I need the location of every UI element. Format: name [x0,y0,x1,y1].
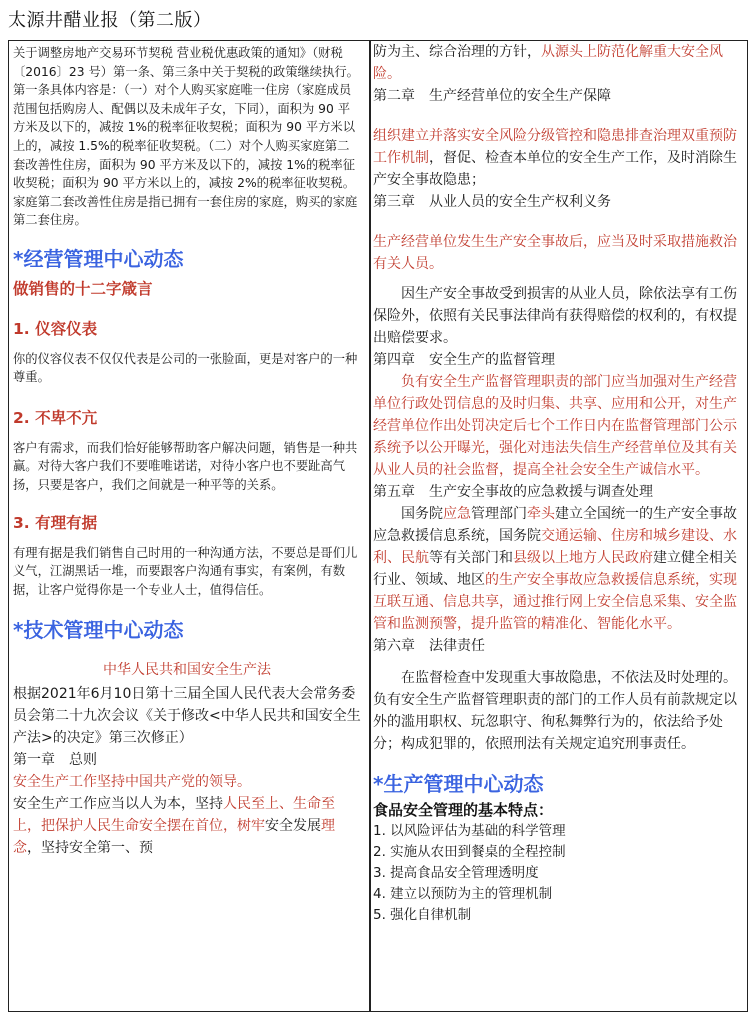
chapter6-paragraph: 在监督检查中发现重大事故隐患，不依法及时处理的。负有安全生产监督管理职责的部门的工作人员有前款规定以外的滥用职权、玩忽职守、徇私舞弊行为的，依法给予处分；构成犯罪的，依照刑法有关规定追究刑事责任。 [373,670,737,752]
masthead [0,0,754,40]
left-column [13,41,361,859]
chapter-heading: 第一章 总则 [13,752,97,769]
safety-principle-paragraph: 安全生产工作应当以人为本，坚持人民至上、生命至上，把保护人民生命安全摆在首位，树牢安全发展理念，坚持安全第一、预 [13,796,335,857]
page-frame [8,40,748,1012]
chapter-heading: 第四章 安全生产的监督管理 [373,352,555,368]
tax-policy-text: 关于调整房地产交易环节契税 营业税优惠政策的通知》（财税〔2016〕23 号）第一条、第三条中关于契税的政策继续执行。第一条具体内容是：（一）对个人购买家庭唯一住房（家庭成员范围包括购房人、配偶以及未成年子女，下同），面积为 90 平方米及以下的，减按 1%的税率征收契税；面积为 90 平方米以上的，减按 1.5%的税率征收契税。（二）对个人购买家庭第二套改善性住房，面积为 90 平方米及以下的，减按 1%的税率征收契税；面积为 90 平方米以上的，减按 2%的税率征收契税。家庭第二套改善性住房是指已拥有一套住房的家庭，购买的家庭第二套住房。 [13,46,359,228]
law-title: 中华人民共和国安全生产法 [103,662,271,679]
food-safety-title: 食品安全管理的基本特点： [373,801,554,819]
chapter-heading: 第六章 法律责任 [373,638,485,654]
motto-item-body: 有理有据是我们销售自己时用的一种沟通方法，不要总是哥们儿义气，江湖黑话一堆，而要跟客户沟通有事实，有案例，有数据，让客户觉得你是一个专业人士，值得信任。 [13,545,358,597]
motto-item-title: 3. 有理有据 [13,513,98,532]
chapter5-paragraph: 国务院应急管理部门牵头建立全国统一的生产安全事故应急救援信息系统，国务院交通运输、住房和城乡建设、水利、民航等有关部门和县级以上地方人民政府建立健全相关行业、领域、地区的生产安全事故应急救援信息系统，实现互联互通、信息共享，通过推行网上安全信息采集、安全监管和监测预警，提升监管的精准化、智能化水平。 [373,506,737,632]
newspaper-title: 太源井醋业报（第二版） [8,10,212,31]
chapter-heading: 第二章 生产经营单位的安全生产保障 [373,88,611,104]
motto-item-title: 1. 仪容仪表 [13,319,98,338]
policy-continuation: 防为主、综合治理的方针，从源头上防范化解重大安全风险。 [373,44,723,82]
chapter-heading: 第三章 从业人员的安全生产权利义务 [373,194,611,210]
column-divider [369,41,371,1011]
party-leadership-line: 安全生产工作坚持中国共产党的领导。 [13,774,251,791]
tech-section-heading: *技术管理中心动态 [13,618,184,643]
list-item: 4. 建立以预防为主的管理机制 [373,886,553,902]
business-section-heading: *经营管理中心动态 [13,246,184,271]
chapter3-red-paragraph: 生产经营单位发生生产安全事故后，应当及时采取措施救治有关人员。 [373,234,737,272]
law-intro: 根据2021年6月10日第十三届全国人民代表大会常务委员会第二十九次会议《关于修改<中华人民共和国安全生产法>的决定》第三次修正） [13,686,361,747]
right-column [373,41,743,926]
chapter3-paragraph: 因生产安全事故受到损害的从业人员，除依法享有工伤保险外，依照有关民事法律尚有获得赔偿的权利的，有权提出赔偿要求。 [373,286,737,346]
list-item: 2. 实施从农田到餐桌的全程控制 [373,844,566,860]
sales-motto-title: 做销售的十二字箴言 [13,279,153,298]
chapter2-paragraph: 组织建立并落实安全风险分级管控和隐患排查治理双重预防工作机制，督促、检查本单位的安全生产工作，及时消除生产安全事故隐患； [373,128,737,188]
chapter4-paragraph: 负有安全生产监督管理职责的部门应当加强对生产经营单位行政处罚信息的及时归集、共享、应用和公开，对生产经营单位作出处罚决定后七个工作日内在监督管理部门公示系统予以公开曝光，强化对违法失信生产经营单位及其有关从业人员的社会监督，提高全社会安全生产诚信水平。 [373,374,737,478]
list-item: 3. 提高食品安全管理透明度 [373,865,539,881]
list-item: 5. 强化自律机制 [373,907,472,923]
list-item: 1. 以风险评估为基础的科学管理 [373,823,566,839]
motto-item-body: 你的仪容仪表不仅仅代表是公司的一张脸面，更是对客户的一种尊重。 [13,351,358,385]
motto-item-body: 客户有需求，而我们恰好能够帮助客户解决问题，销售是一种共赢。对待大客户我们不要唯唯诺诺，对待小客户也不要趾高气扬，只要是客户，我们之间就是一种平等的关系。 [13,440,358,492]
chapter-heading: 第五章 生产安全事故的应急救援与调查处理 [373,484,653,500]
motto-item-title: 2. 不卑不亢 [13,408,98,427]
production-section-heading: *生产管理中心动态 [373,772,544,796]
